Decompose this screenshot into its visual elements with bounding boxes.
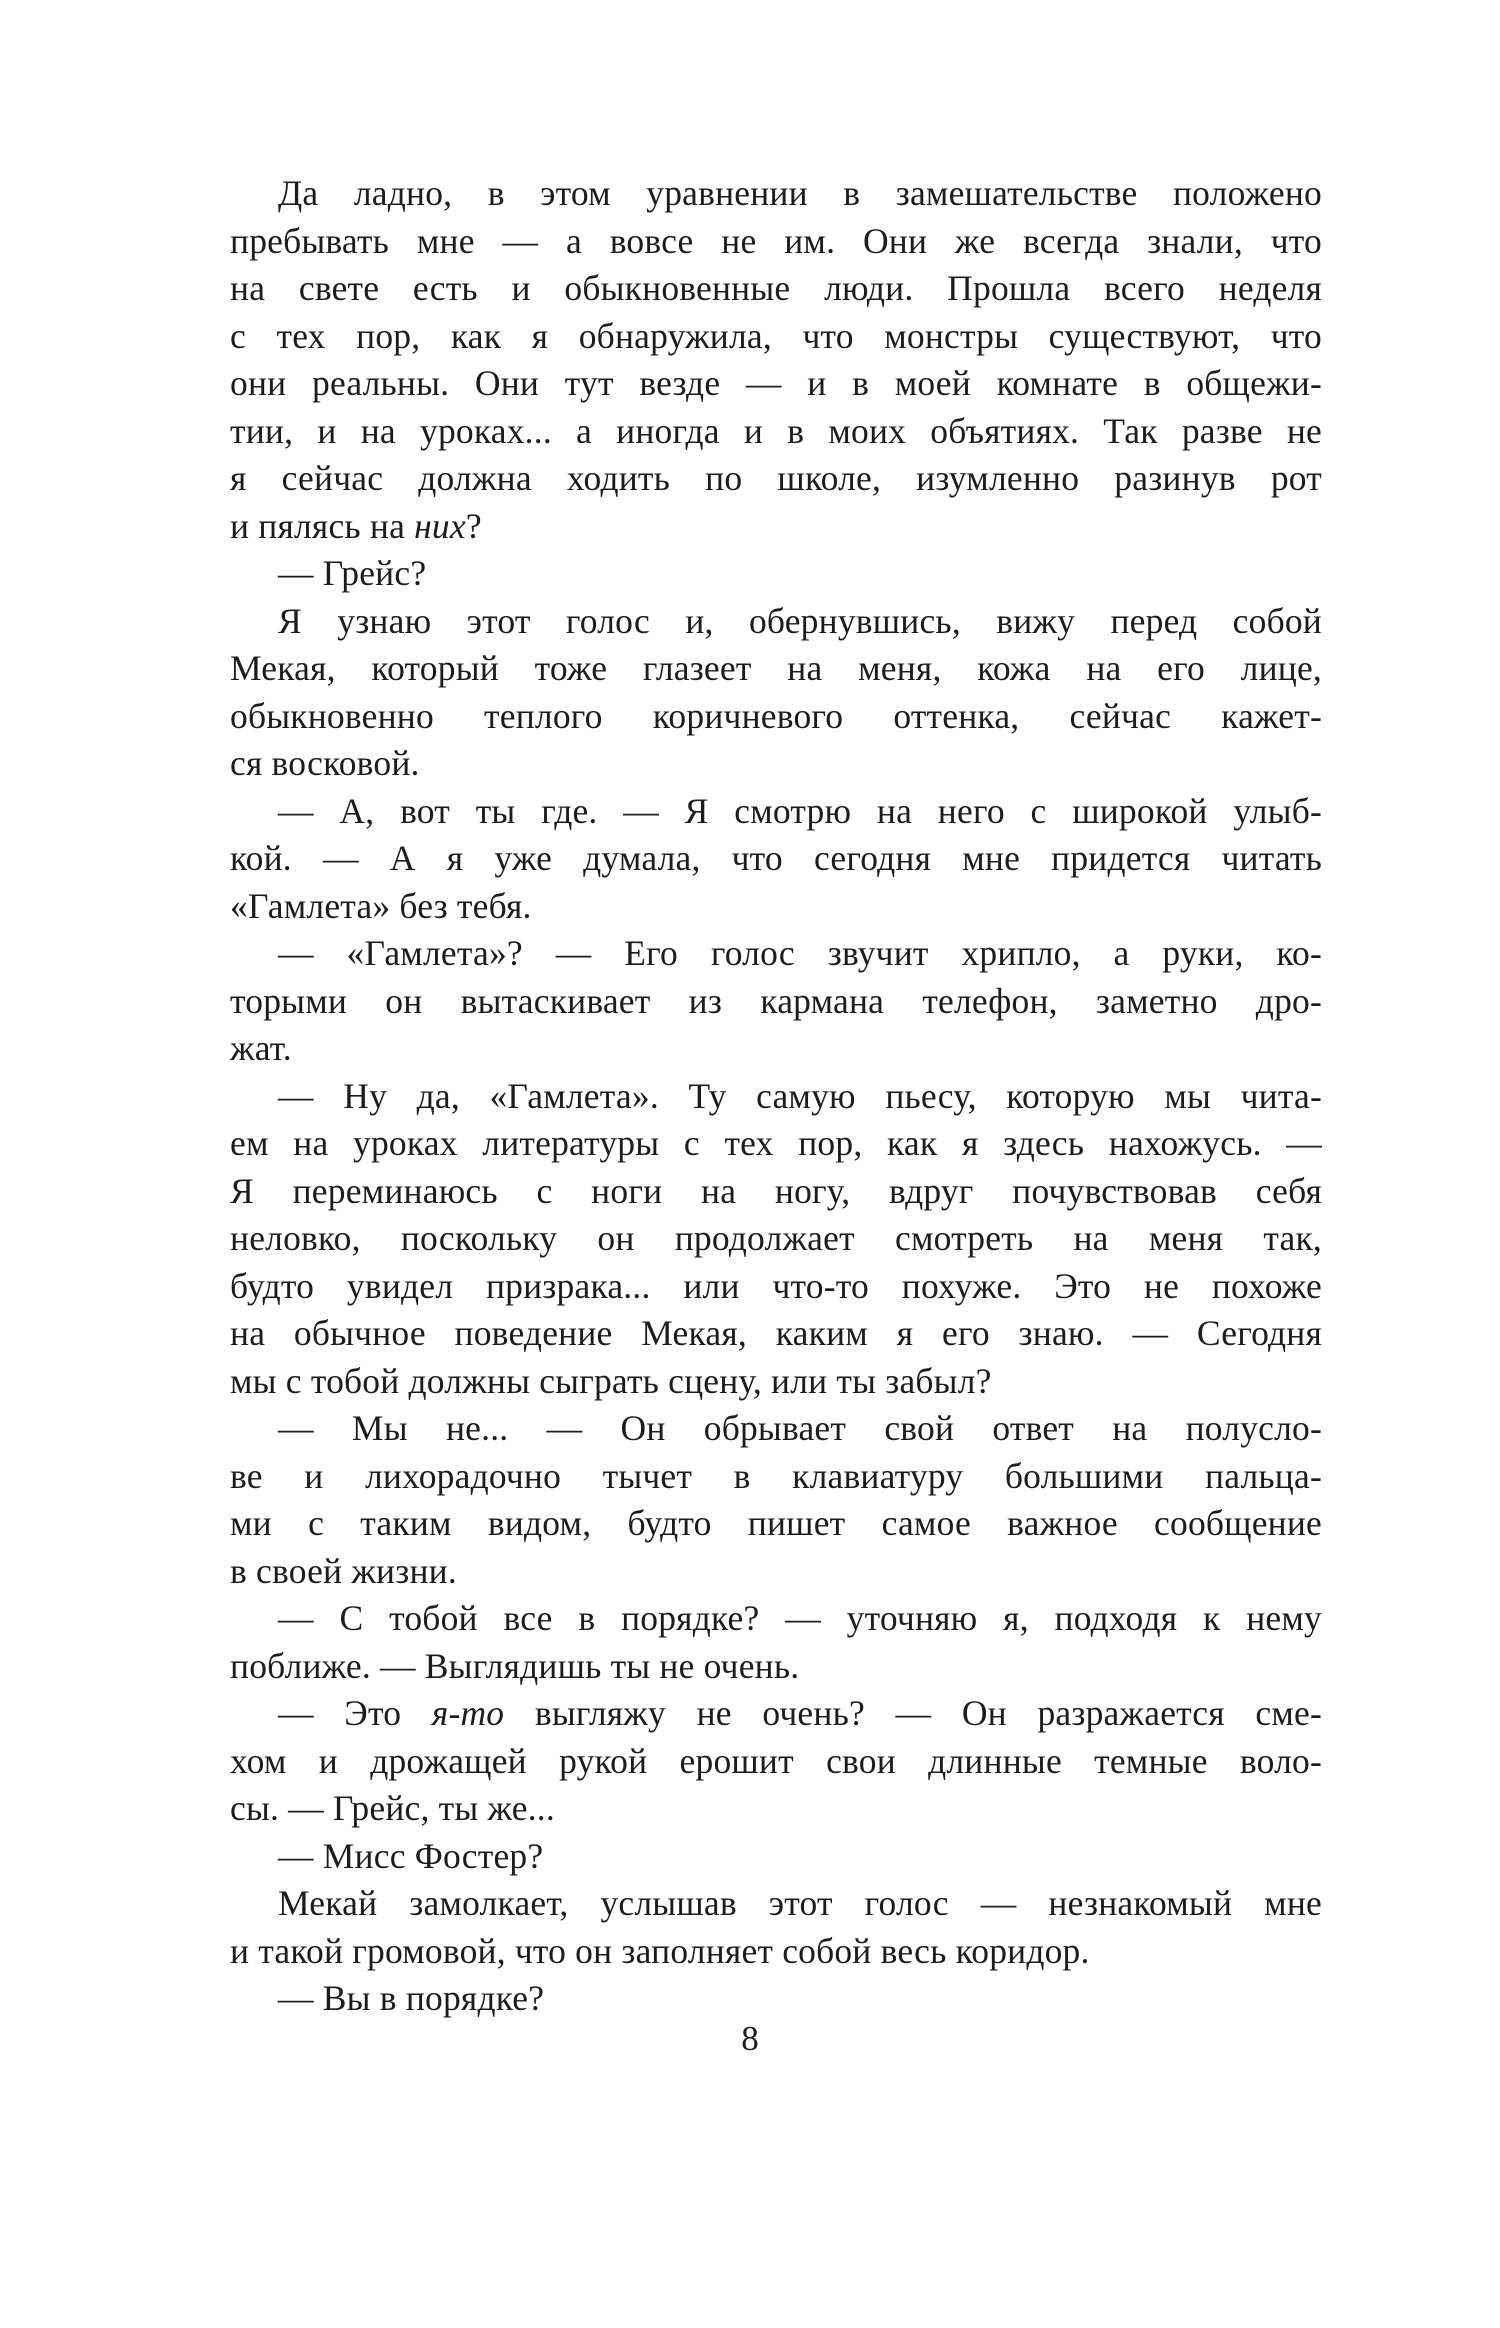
dialogue-line: — Вы в порядке? [278, 1978, 545, 2018]
text-line: Я узнаю этот голос и, обернувшись, вижу перед собой [278, 600, 1322, 641]
dialogue-line [230, 1690, 1322, 1738]
text-line: ве и лихорадочно тычет в клавиатуру большими пальца- [230, 1455, 1322, 1496]
text-line: торыми он вытаскивает из кармана телефон, заметно дро- [230, 980, 1322, 1021]
text-line: мы с тобой должны сыграть сцену, или ты забыл? [230, 1360, 992, 1401]
page-body [230, 170, 1322, 2023]
text-line: тии, и на уроках... а иногда и в моих объятиях. Так разве не [230, 410, 1322, 451]
dialogue-line: — С тобой все в порядке? — уточняю я, подходя к нему [278, 1598, 1322, 1638]
text-line: в своей жизни. [230, 1550, 457, 1591]
dialogue-line: — «Гамлета»? — Его голос звучит хрипло, а руки, ко- [278, 933, 1322, 973]
text-line: неловко, поскольку он продолжает смотреть на меня так, [230, 1218, 1322, 1258]
text-line: ся восковой. [230, 743, 420, 783]
text-line: ми с таким видом, будто пишет самое важное сообщение [230, 1503, 1322, 1543]
dialogue-line: — Ну да, «Гамлета». Ту самую пьесу, которую мы чита- [278, 1075, 1322, 1116]
text-line: Мекая, который тоже глазеет на меня, кожа на его лице, [230, 648, 1322, 688]
text-line: Я переминаюсь с ноги на ногу, вдруг почувствовав себя [230, 1170, 1322, 1211]
italic-emphasis: я-то [431, 1693, 505, 1733]
text-line: хом и дрожащей рукой ерошит свои длинные темные воло- [230, 1740, 1322, 1781]
text-line: ем на уроках литературы с тех пор, как я здесь нахожусь. — [230, 1123, 1322, 1163]
text-line: Да ладно, в этом уравнении в замешательстве положено [278, 173, 1322, 213]
dialogue-line: — А, вот ты где. — Я смотрю на него с широкой улыб- [278, 790, 1322, 831]
text-line: поближе. — Выглядишь ты не очень. [230, 1645, 800, 1686]
text-line: «Гамлета» без тебя. [230, 885, 532, 926]
page-number: 8 [741, 2019, 759, 2058]
text-line: будто увидел призрака... или что-то похуже. Это не похоже [230, 1265, 1322, 1306]
text-run: выгляжу не очень? — Он разражается сме- [504, 1693, 1322, 1733]
text-line: пребывать мне — а вовсе не им. Они же всегда знали, что [230, 220, 1322, 261]
text-line: с тех пор, как я обнаружила, что монстры существуют, что [230, 315, 1322, 356]
dialogue-line: — Мы не... — Он обрывает свой ответ на полусло- [278, 1408, 1322, 1448]
text-line: жат. [230, 1028, 292, 1068]
text-line: они реальны. Они тут везде — и в моей комнате в общежи- [230, 363, 1322, 403]
text-run: и пялясь на [230, 505, 415, 546]
text-line [230, 503, 1322, 551]
text-line: и такой громовой, что он заполняет собой весь коридор. [230, 1930, 1090, 1971]
text-line: сы. — Грейс, ты же... [230, 1788, 555, 1828]
dialogue-line: — Грейс? [278, 553, 427, 593]
text-line: обыкновенно теплого коричневого оттенка, сейчас кажет- [230, 695, 1322, 736]
italic-emphasis: них [414, 505, 466, 546]
dialogue-line: — Мисс Фостер? [278, 1835, 544, 1876]
text-run: ? [465, 505, 482, 546]
text-line: на обычное поведение Мекая, каким я его знаю. — Сегодня [230, 1313, 1322, 1353]
text-line: кой. — А я уже думала, что сегодня мне придется читать [230, 838, 1322, 878]
text-line: Мекай замолкает, услышав этот голос — незнакомый мне [278, 1883, 1322, 1923]
text-run: — Это [278, 1693, 432, 1733]
text-line: на свете есть и обыкновенные люди. Прошла всего неделя [230, 268, 1322, 308]
text-line: я сейчас должна ходить по школе, изумленно разинув рот [230, 458, 1322, 498]
